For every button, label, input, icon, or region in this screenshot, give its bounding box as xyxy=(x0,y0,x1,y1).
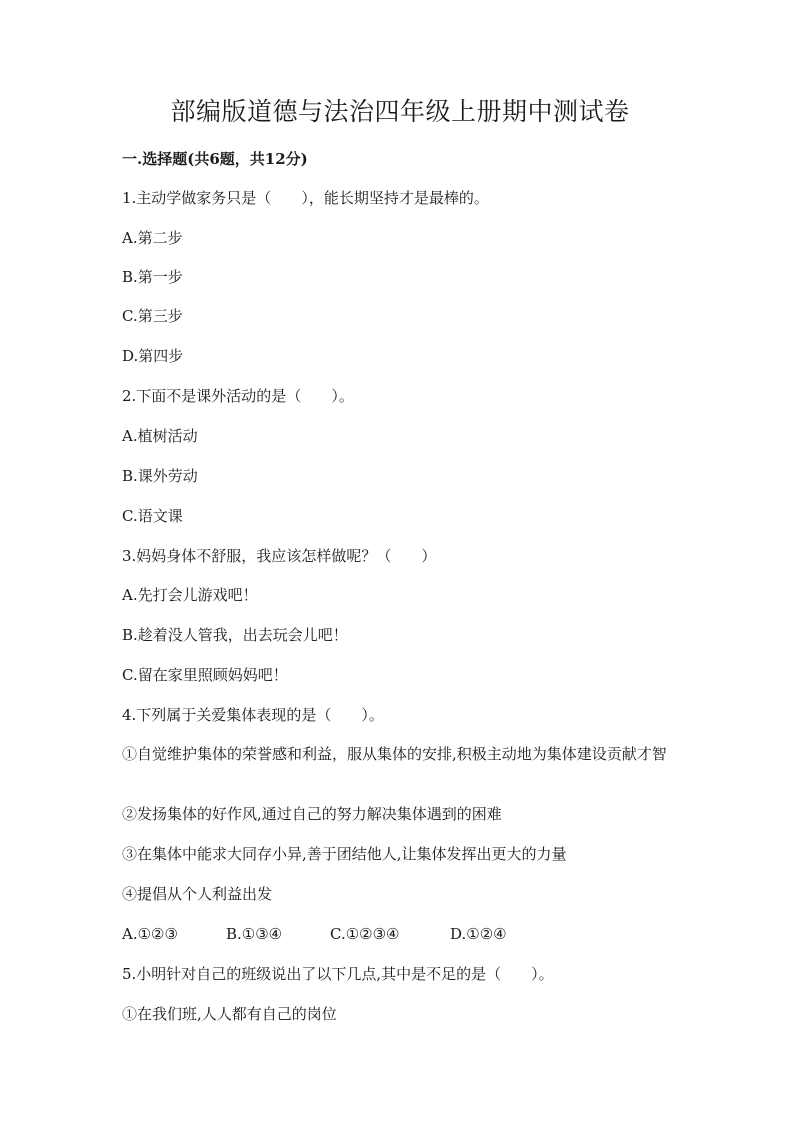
question-1-option-c: C.第三步 xyxy=(122,307,183,325)
section-heading: 一.选择题(共6题，共12分) xyxy=(122,150,308,168)
question-4-statement-2: ②发扬集体的好作风,通过自己的努力解决集体遇到的困难 xyxy=(122,805,502,823)
question-3-stem: 3.妈妈身体不舒服，我应该怎样做呢？（ ） xyxy=(122,547,437,565)
question-1-option-b: B.第一步 xyxy=(122,268,183,286)
question-4-statement-4: ④提倡从个人利益出发 xyxy=(122,885,273,903)
question-4-statement-3: ③在集体中能求大同存小异,善于团结他人,让集体发挥出更大的力量 xyxy=(122,845,567,863)
question-4-stem: 4.下列属于关爱集体表现的是（ ）。 xyxy=(122,706,384,724)
question-2-option-a: A.植树活动 xyxy=(122,427,198,445)
question-4-option-b: B.①③④ xyxy=(226,925,283,943)
question-4-option-a: A.①②③ xyxy=(122,925,178,943)
question-1-stem: 1.主动学做家务只是（ ），能长期坚持才是最棒的。 xyxy=(122,189,489,207)
question-2-option-b: B.课外劳动 xyxy=(122,467,198,485)
question-5-stem: 5.小明针对自己的班级说出了以下几点,其中是不足的是（ ）。 xyxy=(122,965,554,983)
question-3-option-c: C.留在家里照顾妈妈吧！ xyxy=(122,666,288,684)
question-1-option-d: D.第四步 xyxy=(122,347,184,365)
question-4-option-c: C.①②③④ xyxy=(330,925,400,943)
question-5-statement-1: ①在我们班,人人都有自己的岗位 xyxy=(122,1005,337,1023)
question-2-option-c: C.语文课 xyxy=(122,507,183,525)
question-3-option-b: B.趁着没人管我，出去玩会儿吧！ xyxy=(122,626,348,644)
question-2-stem: 2.下面不是课外活动的是（ ）。 xyxy=(122,387,354,405)
question-1-option-a: A.第二步 xyxy=(122,229,183,247)
question-3-option-a: A.先打会儿游戏吧！ xyxy=(122,586,258,604)
question-4-statement-1: ①自觉维护集体的荣誉感和利益，服从集体的安排,积极主动地为集体建设贡献才智 xyxy=(122,745,667,763)
question-4-option-d: D.①②④ xyxy=(450,925,507,943)
page-title: 部编版道德与法治四年级上册期中测试卷 xyxy=(170,97,630,126)
